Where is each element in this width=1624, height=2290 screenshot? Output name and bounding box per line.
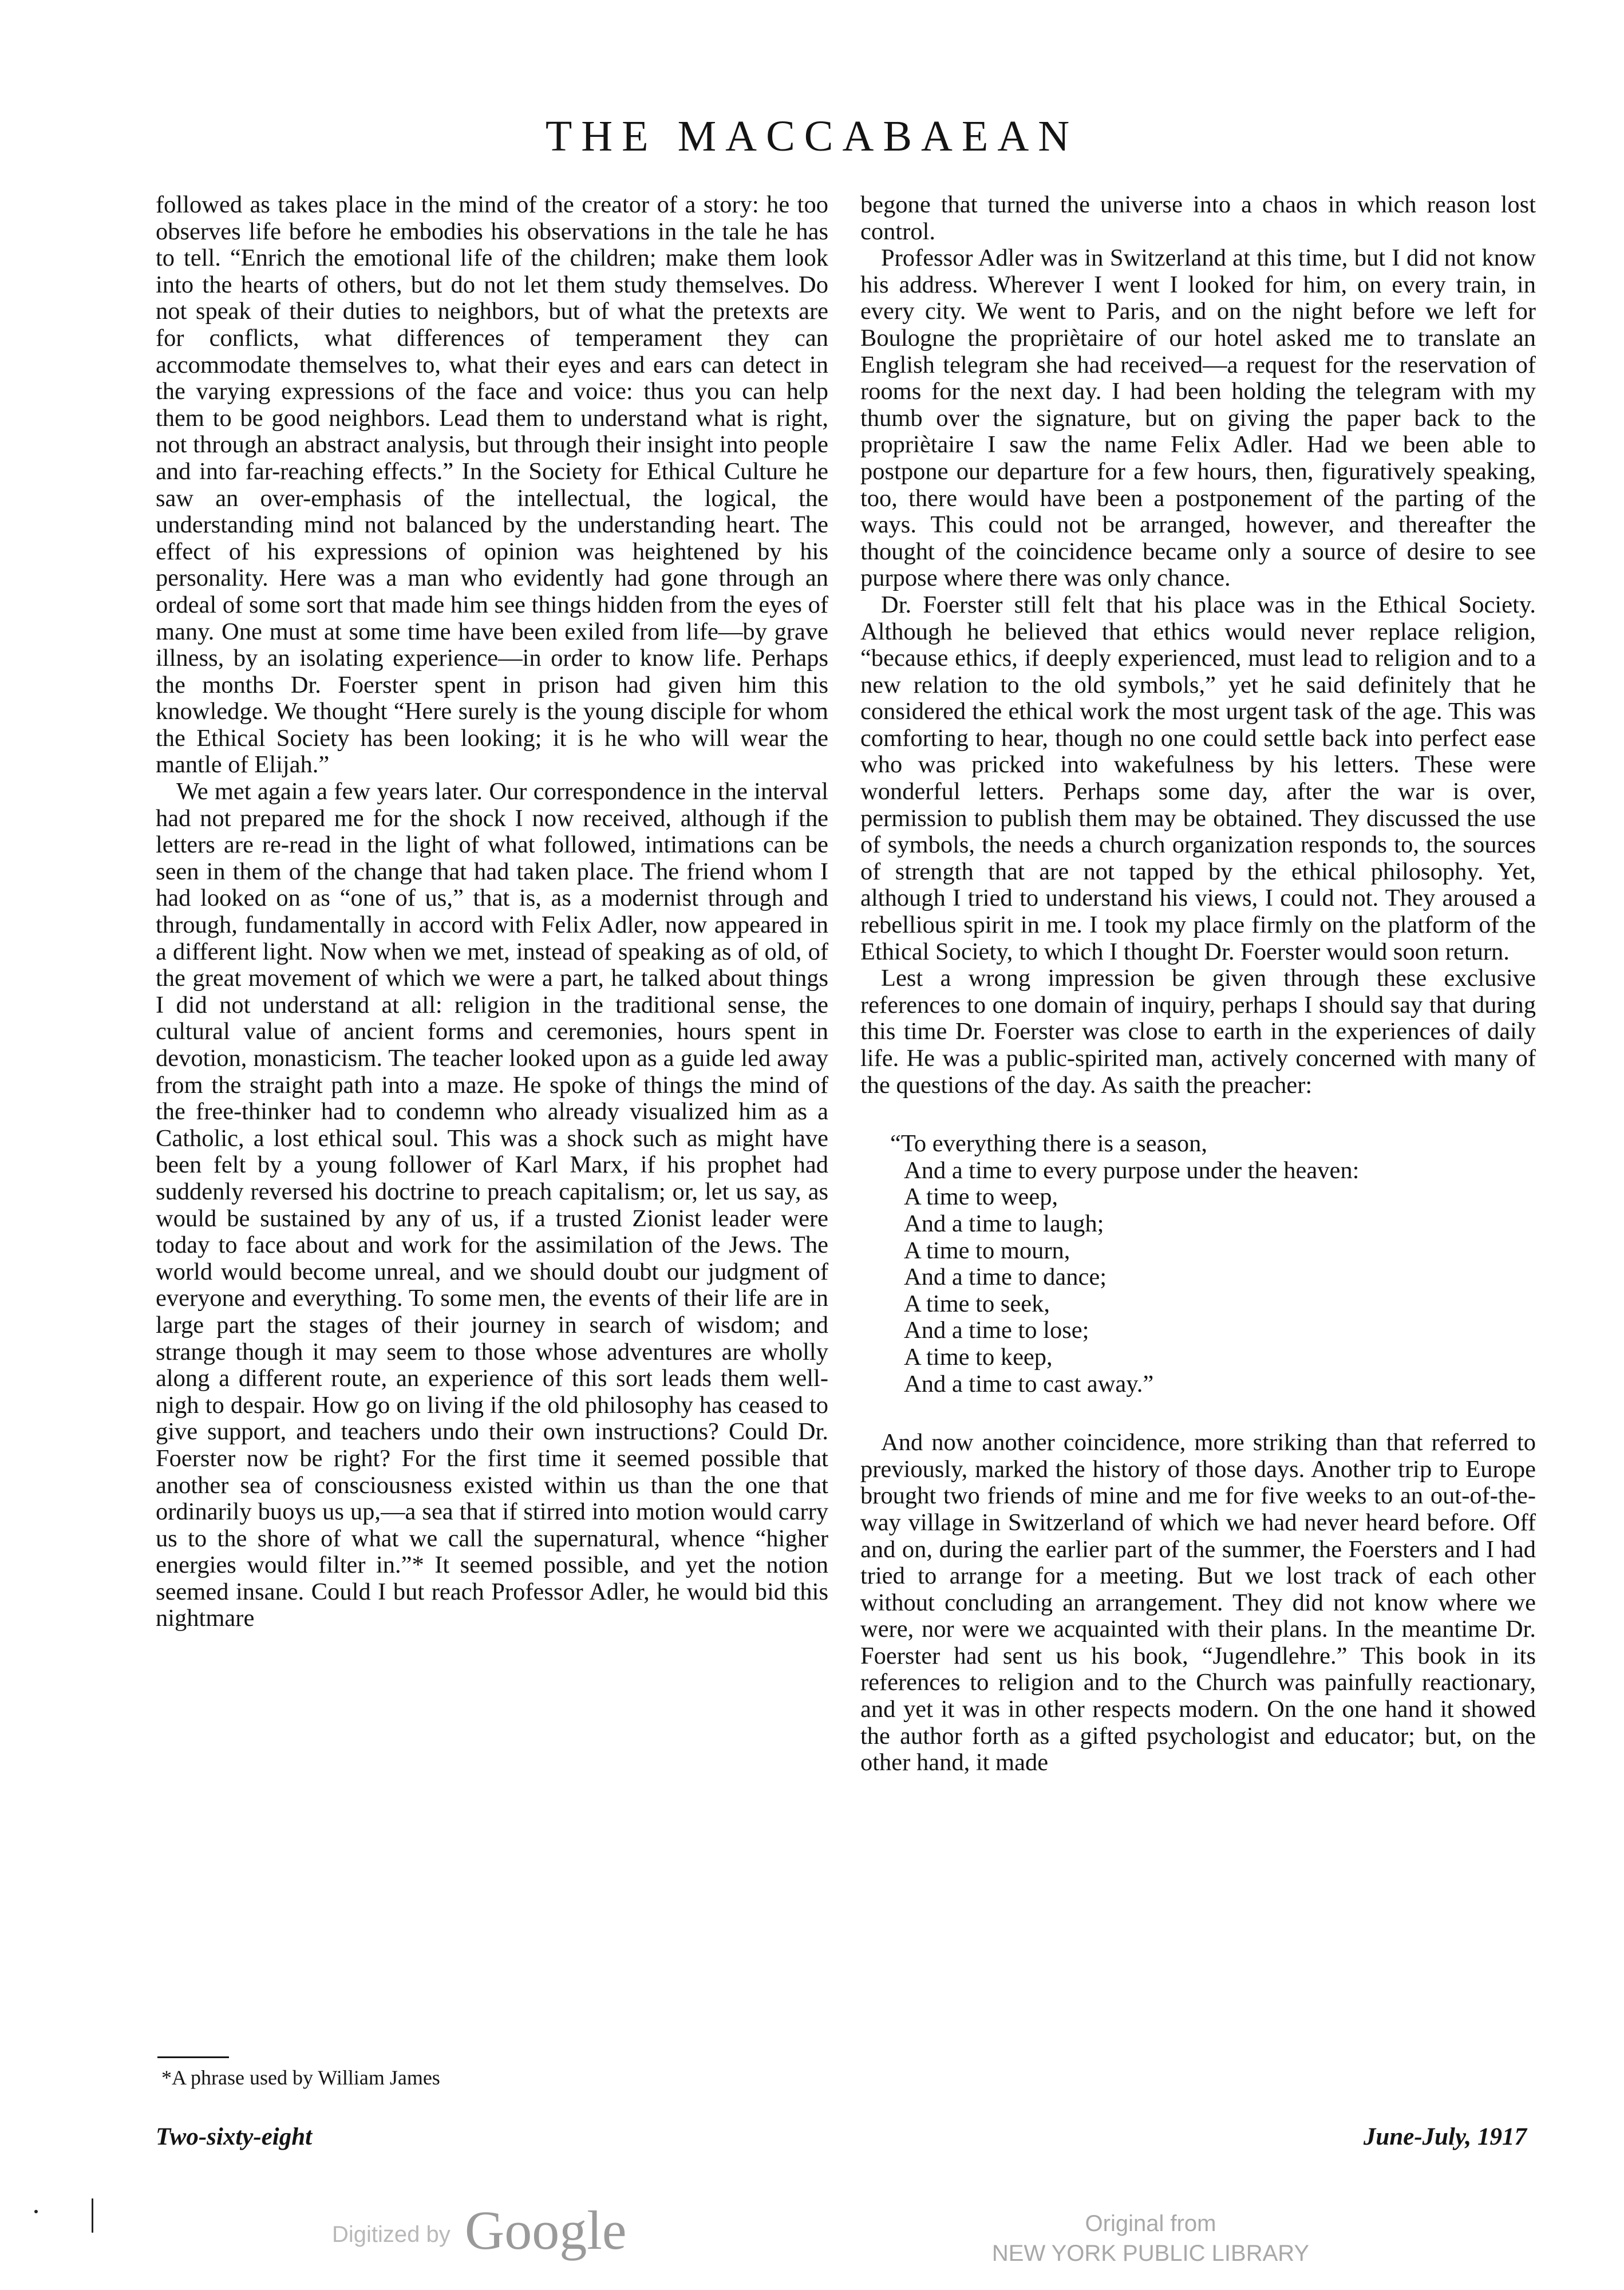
verse-line: A time to seek, <box>904 1290 1050 1317</box>
body-paragraph: And now another coincidence, more striking than that referred to previously, marked the history of those days. Another trip to Europe brought two friends of mine and me for five weeks to an out-of-the-way village in Switzerland of which we had never heard before. Off and on, during the earlier part of the summer, the Foersters and I had tried to arrange for a meeting. But we lost track of each other without concluding an arrangement. They did not know where we were, nor were we acquainted with their plans. In the meantime Dr. Foerster had sent us his book, “Jugendlehre.” This book in its references to religion and to the Church was painfully reactionary, and yet it was in other respects modern. On the one hand it showed the author forth as a gifted psychologist and educator; but, on the other hand, it made <box>860 1429 1536 1776</box>
issue-date: June-July, 1917 <box>1363 2123 1527 2150</box>
scan-speck <box>34 2210 38 2213</box>
body-paragraph: Professor Adler was in Switzerland at this time, but I did not know his address. Wherever I went I looked for him, on every train, in every city. We went to Paris, and on the night before we left for Boulogne the propriètaire of our hotel asked me to translate an English telegram she had received—a request for the reservation of rooms for the next day. I had been holding the telegram with my thumb over the signature, but on giving the paper back to the propriètaire I saw the name Felix Adler. Had we been able to postpone our departure for a few hours, then, figuratively speaking, too, there would have been a postponement of the parting of the ways. This could not be arranged, however, and thereafter the thought of the coincidence became only a source of desire to see purpose where there was only chance. <box>860 244 1536 592</box>
body-paragraph: followed as takes place in the mind of the creator of a story: he too observes life before he embodies his observations in the tale he has to tell. “Enrich the emotional life of the children; make them look into the hearts of others, but do not let them study themselves. Do not speak of their duties to neighbors, but of what the pretexts are for conflicts, what differences of temperament they can accommodate themselves to, what their eyes and ears can detect in the varying expressions of the face and voice: thus you can help them to be good neighbors. Lead them to understand what is right, not through an abstract analysis, but through their insight into people and into far-reaching effects.” In the Society for Ethical Culture he saw an over-emphasis of the intellectual, the logical, the understanding mind not balanced by the understanding heart. The effect of his expressions of opinion was heightened by his personality. Here was a man who evidently had gone through an ordeal of some sort that made him see things hidden from the eyes of many. One must at some time have been exiled from life—by grave illness, by an isolating experience—in order to know life. Perhaps the months Dr. Foerster spent in prison had given him this knowledge. We thought “Here surely is the young disciple for whom the Ethical Society has been looking; it is he who will wear the mantle of Elijah.” <box>156 191 828 779</box>
verse-line: And a time to laugh; <box>904 1210 1104 1237</box>
page-header-title: THE MACCABAEAN <box>545 112 1079 160</box>
quoted-verse <box>890 1131 1536 1397</box>
body-paragraph: We met again a few years later. Our correspondence in the interval had not prepared me for the shock I now received, although if the letters are re-read in the light of what followed, intimations can be seen in them of the change that had taken place. The friend whom I had looked on as “one of us,” that is, as a modernist through and through, fundamentally in accord with Felix Adler, now appeared in a different light. Now when we met, instead of speaking as of old, of the great movement of which we were a part, he talked about things I did not understand at all: religion in the traditional sense, the cultural value of ancient forms and ceremonies, hours spent in devotion, monasticism. The teacher looked upon as a guide led away from the straight path into a maze. He spoke of things the mind of the free-thinker had to condemn who already visualized him as a Catholic, a lost ethical soul. This was a shock such as might have been felt by a young follower of Karl Marx, if his prophet had suddenly reversed his doctrine to preach capitalism; or, let us say, as would be sustained by any of us, if a trusted Zionist leader were today to face about and work for the assimilation of the Jews. The world would become unreal, and we should doubt our judgment of everyone and everything. To some men, the events of their life are in large part the stages of their journey in search of wisdom; and strange though it may seem to those whose adventures are wholly along a different route, an experience of this sort leads them well-nigh to despair. How go on living if the old philosophy has ceased to give support, and teachers undo their own instructions? Could Dr. Foerster now be right? For the first time it seemed possible that another sea of consciousness existed within us than the one that ordinarily buoys us up,—a sea that if stirred into motion would carry us to the shore of what we call the supernatural, whence “higher energies would filter in.”* It seemed possible, and yet the notion seemed insane. Could I but reach Professor Adler, he would bid this nightmare <box>156 778 828 1632</box>
scan-speck <box>92 2198 93 2233</box>
verse-line: And a time to dance; <box>904 1264 1107 1291</box>
google-logo: Google <box>464 2200 627 2261</box>
footnote-divider <box>157 2056 229 2058</box>
digitized-by-text: Digitized by <box>332 2222 451 2247</box>
verse-line: And a time to every purpose under the heaven: <box>904 1156 1360 1184</box>
right-column <box>860 192 1536 1776</box>
left-column <box>156 192 828 1632</box>
original-from-text: Original from <box>1085 2211 1216 2236</box>
body-paragraph: begone that turned the universe into a chaos in which reason lost control. <box>860 191 1536 245</box>
library-watermark <box>973 2209 1328 2268</box>
body-paragraph: Lest a wrong impression be given through these exclusive references to one domain of inquiry, perhaps I should say that during this time Dr. Foerster was close to earth in the experiences of daily life. He was a public-spirited man, actively concerned with many of the questions of the day. As saith the preacher: <box>860 965 1536 1099</box>
body-paragraph: Dr. Foerster still felt that his place was in the Ethical Society. Although he believed that ethics would never replace religion, “because ethics, if deeply experienced, must lead to religion and to a new relation to the old symbols,” yet he said definitely that he considered the ethical work the most urgent task of the age. This was comforting to hear, though no one could settle back into perfect ease who was pricked into wakefulness by his letters. These were wonderful letters. Perhaps some day, after the war is over, permission to publish them may be obtained. They discussed the use of symbols, the needs a church organization responds to, the sources of strength that are not tapped by the ethical philosophy. Yet, although I tried to understand his views, I could not. They aroused a rebellious spirit in me. I took my place firmly on the platform of the Ethical Society, to which I thought Dr. Foerster would soon return. <box>860 591 1536 965</box>
page-number-label: Two-sixty-eight <box>156 2123 313 2150</box>
verse-line: And a time to lose; <box>904 1317 1089 1344</box>
digitized-by-watermark <box>332 2198 627 2262</box>
verse-line: And a time to cast away.” <box>904 1370 1154 1397</box>
verse-line: “To everything there is a season, <box>890 1130 1208 1158</box>
verse-line: A time to mourn, <box>904 1237 1070 1264</box>
library-name: NEW YORK PUBLIC LIBRARY <box>991 2241 1310 2266</box>
footnote: *A phrase used by William James <box>161 2066 440 2089</box>
verse-line: A time to keep, <box>904 1343 1053 1371</box>
verse-line: A time to weep, <box>904 1183 1058 1211</box>
